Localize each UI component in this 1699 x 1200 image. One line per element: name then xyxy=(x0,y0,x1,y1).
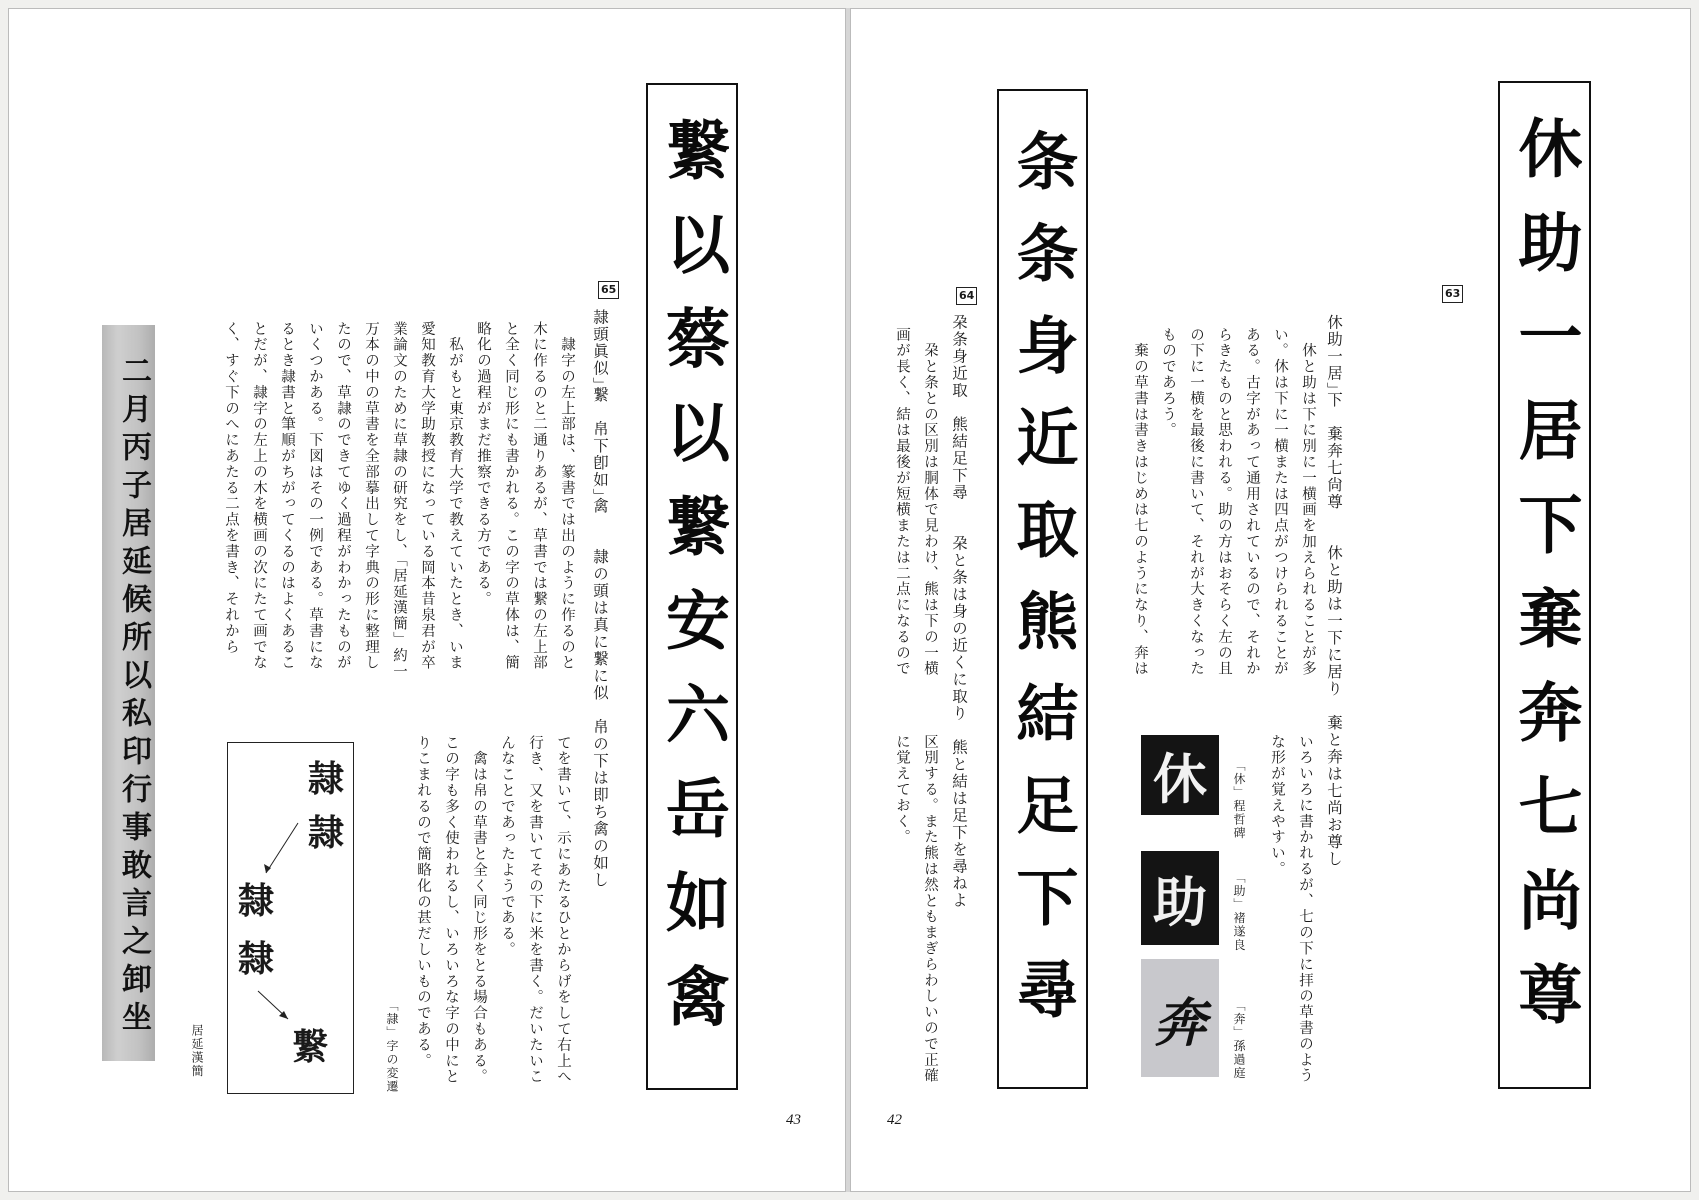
juyan-slip-caption: 居延漢簡 xyxy=(190,1024,204,1078)
text-line: 禽は帛の草書と全く同じ形をとる場合もある。 xyxy=(471,735,487,1085)
text-line: らきたものと思われる。助の方はおそらく左の且 xyxy=(1216,327,1232,677)
juyan-slip-image: 二月丙子居延候所以私印行事敢言之卸坐 xyxy=(102,325,155,1061)
text-line: 棄の草書は書きはじめは七のようになり、奔は xyxy=(1132,327,1148,677)
text-line: 略化の過程がまだ推察できる方である。 xyxy=(475,321,491,608)
entry-number-63: 63 xyxy=(1442,285,1463,303)
figure-char-3: 隸 xyxy=(238,880,275,922)
text-line: 休と助は下に別に一横画を加えられることが多 xyxy=(1300,327,1316,677)
text-line: 朶と条との区別は胴体で見わけ、熊は下の一横 xyxy=(922,327,938,677)
entry-63-body-continued xyxy=(1263,734,1319,1084)
rubbing-ben: 奔 xyxy=(1141,959,1219,1077)
page-number: 43 xyxy=(786,1112,801,1128)
entry-65-body-continued xyxy=(409,735,577,1085)
page-number: 42 xyxy=(887,1112,902,1128)
text-line: の下に一横を最後に書いて、それが大きくなった xyxy=(1188,327,1204,677)
figure-arrows xyxy=(228,743,355,1095)
entry-63-body xyxy=(1126,327,1322,707)
calligraphy-panel-65 xyxy=(646,83,738,1090)
text-line: るとき隷書と筆順がちがってくるのはよくあるこ xyxy=(279,321,295,671)
text-line: 隷字の左上部は、篆書では出のように作るのと xyxy=(559,321,575,671)
text-line: 業論文のために草隷の研究をし、「居延漢簡」約一 xyxy=(391,321,407,680)
rubbing-zhu: 助 xyxy=(1141,851,1219,945)
entry-heading-text: 隷頭眞似｣繋 帛下卽如｣禽 隷の頭は真に繋に似 帛の下は即ち禽の如し xyxy=(591,309,609,889)
entry-64-heading xyxy=(945,314,973,1054)
entry-number-64: 64 xyxy=(956,287,977,305)
text-line: 画が長く、結は最後が短横または二点になるので xyxy=(894,327,910,677)
text-line: りこまれるので簡略化の甚だしいものである。 xyxy=(415,735,431,1069)
text-line: ものであろう。 xyxy=(1160,327,1176,439)
text-line: 行き、又を書いてその下に米を書く。だいたいこ xyxy=(527,735,543,1085)
calligraphy-text: 条条身近取熊結足下尋 xyxy=(1006,129,1079,1049)
text-line: んなことであったようである。 xyxy=(499,735,515,958)
rubbing-xiu: 休 xyxy=(1141,735,1219,815)
text-line: てを書いて、示にあたるひとからげをして右上へ xyxy=(555,735,571,1085)
text-line: この字も多く使われるし、いろいろな字の中にと xyxy=(443,735,459,1085)
text-line: に覚えておく。 xyxy=(894,734,910,846)
text-line: 木に作るのと二通りあるが、草書では繋の左上部 xyxy=(531,321,547,671)
text-line: い。休は下に一横または四点がつけられることが xyxy=(1272,327,1288,677)
text-line: く、すぐ下のへにあたる二点を書き、それから xyxy=(223,321,239,655)
text-line: と全く同じ形にも書かれる。この字の草体は、簡 xyxy=(503,321,519,671)
calligraphy-text: 繋以蔡以繋安六岳如禽 xyxy=(655,116,730,1057)
text-line: 区別する。また熊は然ともまぎらわしいので正確 xyxy=(922,734,938,1084)
figure-char-2: 隷 xyxy=(308,812,345,854)
right-page xyxy=(850,8,1691,1192)
entry-65-heading xyxy=(586,309,614,1049)
text-line: たので、草隷のできてゆく過程がわかったものが xyxy=(335,321,351,671)
figure-char-4: 隸 xyxy=(238,938,275,980)
calligraphy-panel-63 xyxy=(1498,81,1591,1089)
entry-heading-text: 休助一居｣下 棄奔七尙尊 休と助は一下に居り 棄と奔は七尚お尊し xyxy=(1325,314,1343,868)
rubbing-caption-zhu: 「助」褚遂良 xyxy=(1232,871,1246,952)
text-line: 愛知教育大学助教授になっている岡本昔泉君が卒 xyxy=(419,321,435,671)
entry-65-body xyxy=(217,321,581,686)
rubbing-caption-ben: 「奔」孫過庭 xyxy=(1232,999,1246,1080)
text-line: な形が覚えやすい。 xyxy=(1269,734,1285,878)
figure-char-5: 繋 xyxy=(292,1026,329,1068)
left-page xyxy=(8,8,846,1192)
li-character-evolution-figure xyxy=(227,742,354,1094)
text-line: とだが、隷字の左上の木を横画の次にたて画でな xyxy=(251,321,267,671)
rubbing-caption-xiu: 「休」程哲碑 xyxy=(1232,759,1246,840)
entry-63-heading xyxy=(1320,314,1348,1059)
text-line: いろいろに書かれるが、七の下に拝の草書のよう xyxy=(1297,734,1313,1084)
entry-64-body xyxy=(888,327,944,697)
text-line: いくつかある。下図はその一例である。草書にな xyxy=(307,321,323,671)
entry-number-65: 65 xyxy=(598,281,619,299)
calligraphy-panel-64 xyxy=(997,89,1088,1089)
entry-64-body-continued xyxy=(888,734,944,1084)
text-line: 私がもと東京教育大学で教えていたとき、いま xyxy=(447,321,463,671)
calligraphy-text: 休助一居下棄奔七尚尊 xyxy=(1507,115,1583,1055)
figure-caption: 「隷」字の変遷 xyxy=(385,999,399,1094)
entry-heading-text: 朶条身近取 熊結足下尋 朶と条は身の近くに取り 熊と結は足下を尋ねよ xyxy=(950,314,968,909)
text-line: ある。古字があって通用されているので、それか xyxy=(1244,327,1260,677)
text-line: 万本の中の草書を全部摹出して字典の形に整理し xyxy=(363,321,379,671)
figure-char-1: 隷 xyxy=(308,758,345,800)
